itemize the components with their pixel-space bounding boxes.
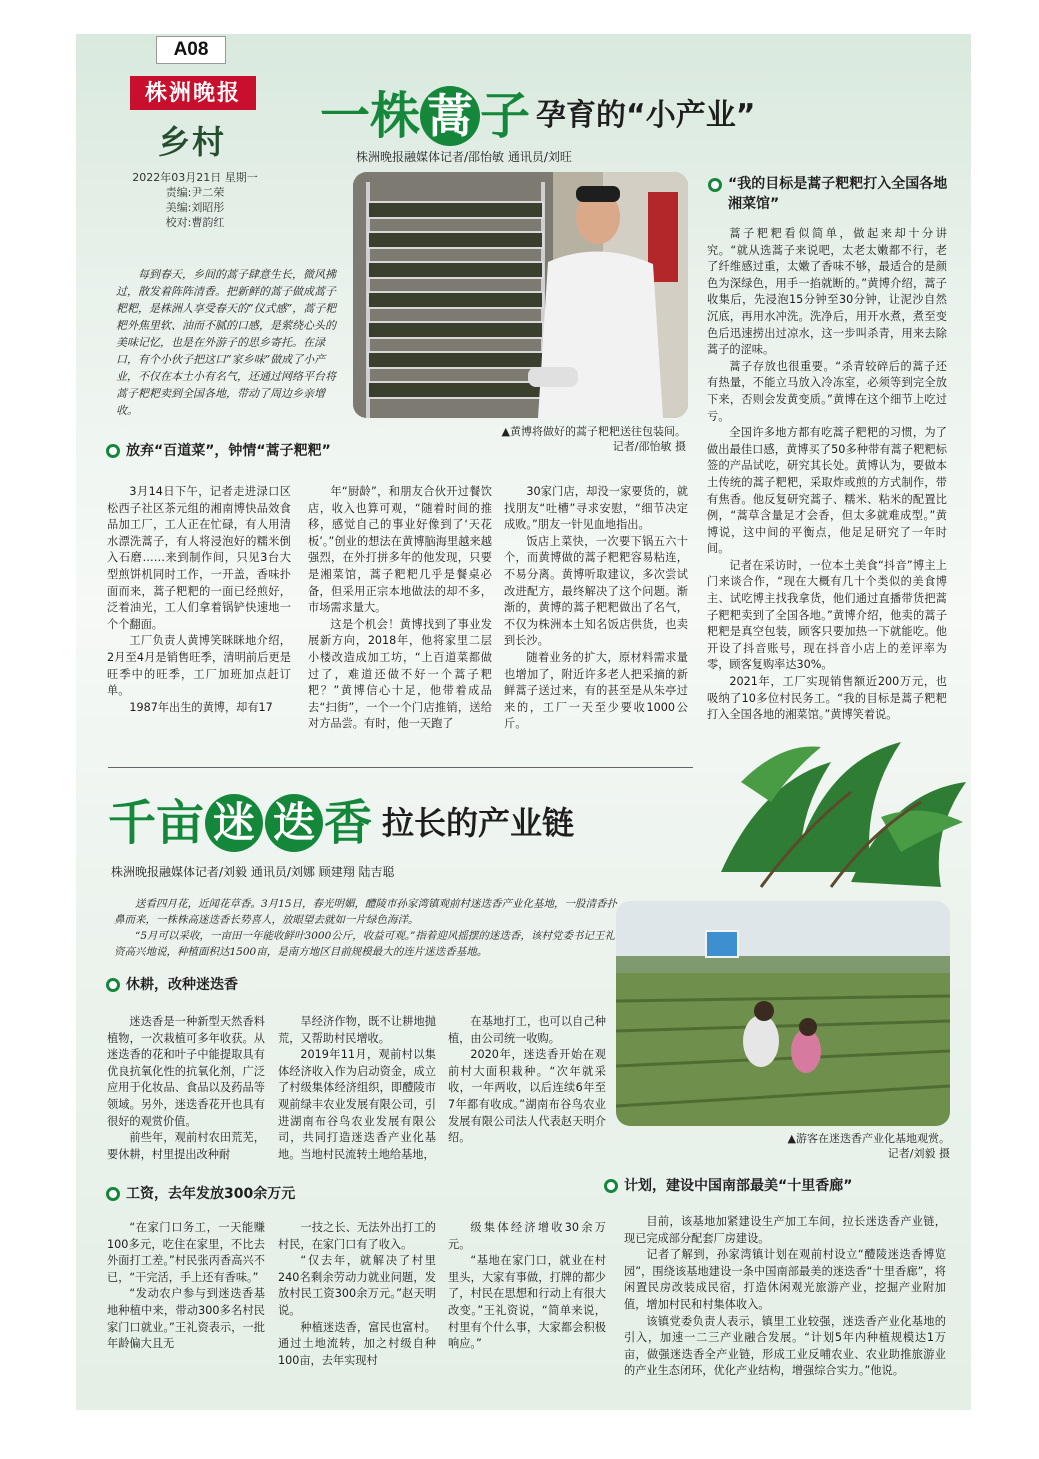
article2-column-2: 旱经济作物，既不让耕地抛荒，又帮助村民增收。 2019年11月，观前村以集体经济收入作为启动资金，成立了村级集体经济组织，即醴陵市观前绿丰农业发展有限公司，引进湖南布谷鸟农业发展有限公司，共同打造迷迭香产业化基地。当地村民流转土地给基地， [278,1015,436,1161]
article1-lead: 每到春天，乡间的蒿子肆意生长，微风拂过，散发着阵阵清香。把新鲜的蒿子做成蒿子粑粑，是株洲人享受春天的“仪式感”，蒿子粑粑外焦里软、油而不腻的口感，是萦绕心头的美味记忆，也是在外游子的思乡寄托。在渌口，有个小伙子把这口“家乡味”做成了小产业，不仅在本土小有名气，还通过网络平台将蒿子粑粑卖到全国各地，带动了周边乡亲增收。 [116,268,337,417]
section-divider [108,767,693,768]
newspaper-page [76,34,971,1410]
bakery-rack-illustration [353,172,688,418]
edition-credits [131,170,259,230]
article2-column-4: “在家门口务工，一天能赚100多元，吃住在家里，不比去外面打工差。”村民张丙香高兴不已，“干完活，手上还有香味。” “发动农户参与到迷迭香基地种植中来，带动300多名村民家门口就业。”王礼资表示，一批年龄偏大且无 [107,1221,265,1351]
green-circle-icon [106,978,120,992]
article2-lead: 送看四月花，近闻花草香。3月15日，春光明媚，醴陵市孙家湾镇观前村迷迭香产业化基地，一股清香扑鼻而来，一株株高迷迭香长势喜人，放眼望去就如一片绿色海洋。 “5月可以采收，一亩田一年能收鲜叶3000公斤，收益可观。”指着迎风摇摆的迷迭香，该村党委书记王礼资高兴地说，种植面积达1500亩，是南方地区目前规模最大的连片迷迭香基地。 [114,898,618,958]
article1-column-4: 蒿子粑粑看似简单，做起来却十分讲究。“就从选蒿子来说吧，太老太嫩都不行，老了纤维感过重，太嫩了香味不够，最适合的是颜色为深绿色，用手一掐就断的。”黄博介绍，蒿子收集后，先浸泡15分钟至30分钟，让泥沙自然沉底，再用水冲洗。洗净后，用开水煮，煮至变色后迅速捞出过凉水，这一步叫杀青，用来去除蒿子的涩味。 蒿子存放也很重要。“杀青较碎后的蒿子还有热量，不能立马放入冷冻室，必须等到完全放下来，否则会发黄变质。”黄博在这个细节上吃过亏。 全国许多地方都有吃蒿子粑粑的习惯，为了做出最佳口感，黄博买了50多种带有蒿子粑粑标签的产品试吃，研究其长处。黄博认为，要做本土传统的蒿子粑粑，采取炸或煎的方式制作，带有焦香。他反复研究蒿子、糯米、粘米的配置比例，“蒿草含量足才会香，但太多就难成型。”黄博说，这中间的平衡点，他足足研究了一年时间。 记者在采访时，一位本土美食“抖音”博主上门来谈合作，“现在大概有几十个类似的美食博主、试吃博主找我拿货，他们通过直播带货把蒿子粑粑卖到了全国各地。”黄博介绍，他卖的蒿子粑粑是真空包装，顾客只要加热一下就能吃。他开设了抖音账号，现在抖音小店上的差评率为零，顾客复购率达30%。 2021年，工厂实现销售额近200万元，也吸纳了10多位村民务工。“我的目标是蒿子粑粑打入全国各地的湘菜馆。”黄博笑着说。 [707,227,947,722]
green-circle-icon [604,1179,618,1193]
article2-column-6: 级集体经济增收30余万元。 “基地在家门口，就业在村里头，大家有事做，打牌的都少了，村民在思想和行动上有很大改变。”王礼资说，“简单来说，村里有个什么事，大家都会积极响应。” [448,1221,606,1351]
proofreader-credit: 校对:曹韵红 [165,216,225,229]
article2-subhead-1: 休耕，改种迷迭香 [106,975,238,995]
article2-subhead-3: 计划，建设中国南部最美“十里香廊” [604,1176,852,1196]
green-circle-icon [708,178,722,192]
section-title: 乡村 [158,123,227,161]
article2-column-1: 迷迭香是一种新型天然香料植物，一次栽植可多年收获。从迷迭香的花和叶子中能提取具有优良抗氧化性的抗氧化剂，广泛应用于化妆品、食品以及药品等领域。另外，迷迭香花开也具有很好的观赏价值。 前些年，观前村农田荒芜，要休耕，村里提出改种耐 [107,1015,265,1161]
article2-headline: 千亩 迷 迭 香 拉长的产业链 [108,795,575,851]
article1-subhead-1: 放弃“百道菜”，钟情“蒿子粑粑” [106,441,331,461]
issue-date: 2022年03月21日 星期一 [132,171,258,184]
article2-column-3: 在基地打工，也可以自己种植，由公司统一收购。 2020年，迷迭香开始在观前村大面积栽种。“次年就采收，一年两收，以后连续6年至7年都有收成。”湖南布谷鸟农业发展有限公司法人代表赵天明介绍。 [448,1015,606,1145]
headline-highlight-char: 蒿 [420,86,480,146]
green-circle-icon [106,444,120,458]
editor-credit: 责编:尹二荣 [165,186,225,199]
article1-column-3: 30家门店，却没一家要货的，就找朋友“吐槽”寻求安慰，“细节决定成败。”朋友一针见血地指出。 饭店上菜快，一次要下锅五六十个，而黄博做的蒿子粑粑容易粘连，不易分离。黄博听取建议，多次尝试改进配方，最终解决了这个问题。渐渐的，黄博的蒿子粑粑做出了名气，不仅为株洲本土知名饭店供货，也卖到长沙。 随着业务的扩大，原材料需求量也增加了，附近许多老人把采摘的新鲜蒿子送过来，有的甚至是从朱亭过来的，工厂一天至少要收1000公斤。 [504,485,688,731]
article1-photo-caption: ▲黄博将做好的蒿子粑粑送往包装间。 记者/邵怡敏 摄 [501,425,686,453]
headline-highlight-char: 迷 [205,794,263,852]
art-editor-credit: 美编:刘昭彤 [165,201,225,214]
article1-photo [353,172,688,418]
paper-logo: 株洲晚报 [130,76,256,110]
page-number: A08 [156,36,226,64]
article2-column-5: 一技之长、无法外出打工的村民，在家门口有了收入。 “仅去年，就解决了村里240名剩余劳动力就业问题，发放村民工资300余万元。”赵天明说。 种植迷迭香，富民也富村。通过土地流转，加之村级自种100亩，去年实现村 [278,1221,436,1367]
article1-byline: 株洲晚报融媒体记者/邵怡敏 通讯员/刘旺 [356,150,572,164]
article1-column-2: 年“厨龄”，和朋友合伙开过餐饮店，收入也算可观，“随着时间的推移，感觉自己的事业好像到了‘天花板’。”创业的想法在黄博脑海里越来越强烈，在外打拼多年的他发现，只要是湘菜馆，蒿子粑粑几乎是餐桌必备，但采用正宗本地做法的却不多，市场需求量大。 这是个机会！黄博找到了事业发展新方向，2018年，他将家里二层小楼改造成加工坊，“上百道菜都做过了，难道还做不好一个蒿子粑粑？”黄博信心十足，他带着成品去“扫街”，一个一个门店推销，送给对方品尝。有时，他一天跑了 [308,485,492,731]
wormwood-plant-illustration [701,722,971,892]
article2-byline: 株洲晚报融媒体记者/刘毅 通讯员/刘娜 顾建翔 陆吉聪 [111,865,395,879]
green-circle-icon [106,1187,120,1201]
rosemary-field-illustration [616,901,950,1126]
article1-column-1: 3月14日下午，记者走进渌口区松西子社区茶元组的湘南博快品效食品加工厂，工人正在忙碌，有人用清水漂洗蒿子，有人将浸泡好的糯米倒入石磨……来到制作间，只见3台大型煎饼机同时工作，一开盖，香味扑面而来，蒿子粑粑的一面已经煎好，泛着油光，工人们拿着锅铲快速地一个个翻面。 工厂负责人黄博笑眯眯地介绍，2月至4月是销售旺季，清明前后更是旺季中的旺季，工厂加班加点赶订单。 1987年出生的黄博，却有17 [107,485,291,714]
headline-highlight-char: 迭 [265,794,323,852]
article1-headline: 一株 蒿 子 孕育的“小产业” [320,87,756,145]
article2-photo-caption: ▲游客在迷迭香产业化基地观赏。 记者/刘毅 摄 [787,1132,950,1160]
article2-subhead-2: 工资，去年发放300余万元 [106,1184,295,1204]
article2-column-7: 目前，该基地加紧建设生产加工车间，拉长迷迭香产业链，现已完成部分配套厂房建设。 记者了解到，孙家湾镇计划在观前村设立“醴陵迷迭香博览园”，围绕该基地建设一条中国南部最美的迷迭香“十里香廊”，将闲置民房改装成民宿，打造休闲观光旅游产业，挖掘产业附加值，增加村民和村集体收入。 该镇党委负责人表示，镇里工业较强，迷迭香产业化基地的引入，加速一二三产业融合发展。“计划5年内种植规模达1万亩，做强迷迭香全产业链，形成工业反哺农业、农业助推旅游业的产业生态闭环，优化产业结构，增强综合实力。”他说。 [624,1215,946,1378]
article1-subhead-2: “我的目标是蒿子粑粑打入全国各地湘菜馆” [708,174,953,214]
article2-photo [616,901,950,1126]
